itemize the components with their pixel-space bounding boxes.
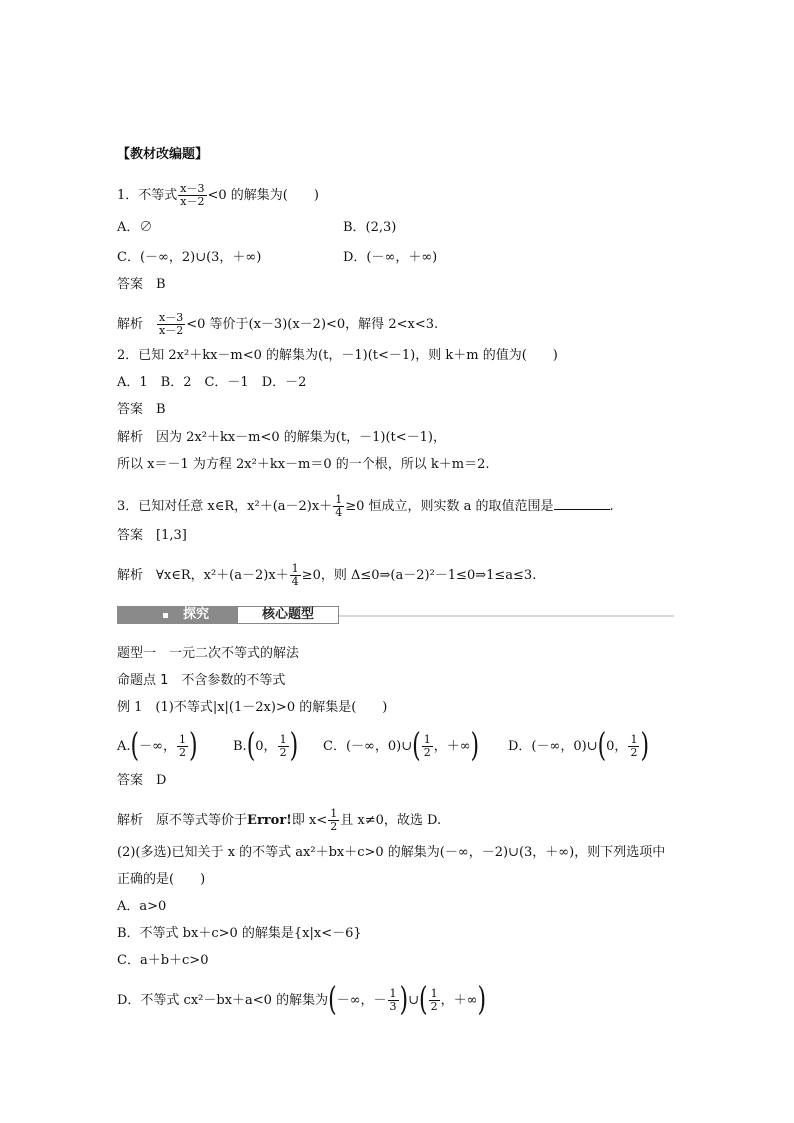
q1-analysis: 解析 $\frac{x-3}{x-2}$ <0 等价于(x－3)(x－2)<0，解得 2<x<3.: [117, 311, 439, 337]
banner-left: 探究: [117, 606, 237, 624]
q2-options: A．1 B．2 C．－1 D．－2: [117, 375, 307, 390]
ex1-part2-line1: (2)(多选)已知关于 x 的不等式 ax²＋bx＋c>0 的解集为(－∞，－2)∪(3，＋∞)，则下列选项中: [117, 845, 666, 860]
q2-stem: 2．已知 2x²＋kx－m<0 的解集为(t，－1)(t<－1)，则 k＋m 的值为( ): [117, 348, 558, 363]
ex1-option-b: B.(0， $\frac{1}{2}$ ): [233, 727, 299, 765]
ex1-part2-line2: 正确的是( ): [117, 872, 206, 887]
q1-option-c: C．(－∞，2)∪(3，＋∞): [117, 250, 262, 265]
answer-blank: [554, 497, 610, 510]
banner-right: 核心题型: [237, 606, 339, 624]
q2-answer: 答案 B: [117, 402, 166, 417]
square-bullet-icon: [163, 613, 168, 618]
ex1-part2-option-b: B．不等式 bx＋c>0 的解集是{x|x<－6}: [117, 926, 362, 941]
ex1-option-c: C．(－∞，0)∪( $\frac{1}{2}$ ，＋∞): [323, 727, 480, 765]
q2-analysis-2: 所以 x＝－1 为方程 2x²＋kx－m＝0 的一个根，所以 k＋m＝2.: [117, 457, 490, 472]
banner-rule: [339, 615, 674, 617]
q1-option-a: A．∅: [117, 220, 153, 235]
q1-option-d: D．(－∞，＋∞): [343, 250, 438, 265]
q3-analysis: 解析 ∀x∈R，x²＋(a－2)x＋ $\frac{1}{4}$ ≥0，则 Δ≤0⇒(a－2)²－1≤0⇒1≤a≤3.: [117, 562, 537, 588]
q3-stem: 3．已知对任意 x∈R，x²＋(a－2)x＋ $\frac{1}{4}$ ≥0 恒成立，则实数 a 的取值范围是 .: [117, 493, 614, 519]
q2-analysis-1: 解析 因为 2x²＋kx－m<0 的解集为(t，－1)(t<－1)，: [117, 430, 446, 445]
ex1-option-a: A.(－∞， $\frac{1}{2}$ ): [117, 727, 198, 765]
q1-stem: 1．不等式 $\frac{x-3}{x-2}$ <0 的解集为( ): [117, 182, 319, 208]
point1-title: 命题点 1 不含参数的不等式: [117, 673, 286, 688]
q1-option-b: B．(2,3): [343, 220, 397, 235]
ex1-part2-option-d: D．不等式 cx²－bx＋a<0 的解集为(－∞，－ $\frac{1}{3}$ )∪( $\frac{1}{2}$ ，＋∞): [117, 981, 487, 1019]
ex1-part2-option-c: C．a＋b＋c>0: [117, 953, 209, 968]
ex1-answer: 答案 D: [117, 773, 167, 788]
q1-answer: 答案 B: [117, 277, 166, 292]
q3-answer: 答案 [1,3]: [117, 528, 187, 543]
section-tag: 【教材改编题】: [117, 147, 209, 162]
ex1-stem: 例 1 (1)不等式|x|(1－2x)>0 的解集是( ): [117, 700, 388, 715]
ex1-option-d: D．(－∞，0)∪(0， $\frac{1}{2}$ ): [508, 727, 650, 765]
q1-fraction: $\frac{x-3}{x-2}$: [180, 182, 205, 208]
section-banner: [117, 606, 674, 624]
ex1-analysis: 解析 原不等式等价于Error!即 x< $\frac{1}{2}$ 且 x≠0，故选 D.: [117, 807, 442, 833]
ex1-part2-option-a: A．a>0: [117, 899, 167, 914]
type1-title: 题型一 一元二次不等式的解法: [117, 646, 300, 661]
